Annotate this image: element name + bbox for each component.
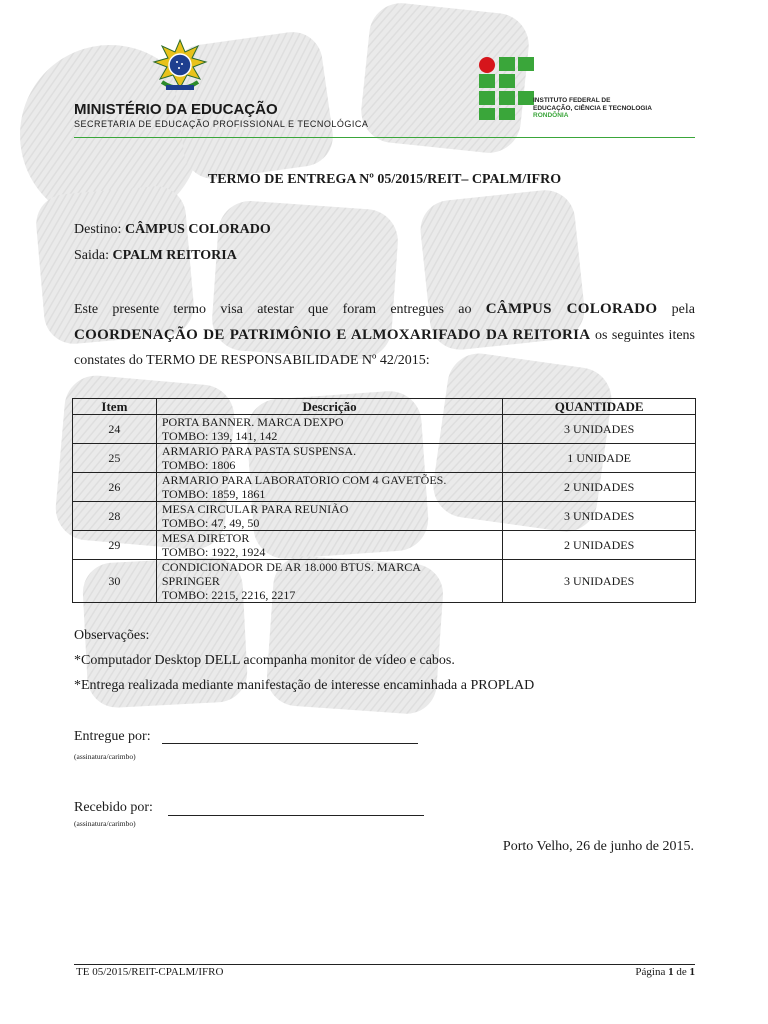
description-text: MESA CIRCULAR PARA REUNIÃO xyxy=(161,502,349,516)
received-by-caption: (assinatura/carimbo) xyxy=(74,819,136,828)
tombo-text: TOMBO: 139, 141, 142 xyxy=(161,429,278,443)
origin-label: Saida: xyxy=(74,248,109,263)
item-number: 25 xyxy=(73,444,157,473)
observation-2: *Entrega realizada mediante manifestação de interesse encaminhada a PROPLAD xyxy=(74,678,535,693)
ifro-logo-icon xyxy=(477,55,537,121)
tombo-text: TOMBO: 1859, 1861 xyxy=(161,487,266,501)
description-text-continued: SPRINGER xyxy=(161,574,220,588)
item-quantity: 2 UNIDADES xyxy=(503,531,696,560)
page-total: 1 xyxy=(689,966,695,978)
intro-text-1: Este presente termo visa atestar que foram entregues ao xyxy=(74,302,472,317)
ministry-secretariat: SECRETARIA DE EDUCAÇÃO PROFISSIONAL E TECNOLÓGICA xyxy=(74,119,369,129)
item-quantity: 3 UNIDADES xyxy=(503,502,696,531)
intro-coordination: COORDENAÇÃO DE PATRIMÔNIO E ALMOXARIFADO DA REITORIA xyxy=(74,326,591,343)
item-number: 28 xyxy=(73,502,157,531)
item-description xyxy=(156,502,502,531)
footer-divider xyxy=(74,964,695,965)
page-current: 1 xyxy=(668,966,674,978)
received-by-signature-line xyxy=(168,815,424,816)
observations-label: Observações: xyxy=(74,628,150,643)
item-description xyxy=(156,531,502,560)
ifro-line-1: INSTITUTO FEDERAL DE xyxy=(533,97,611,104)
header-item: Item xyxy=(73,399,157,415)
page-of: de xyxy=(676,966,687,978)
item-description xyxy=(156,415,502,444)
table-row xyxy=(73,473,696,502)
intro-text-3: os seguintes itens constates do xyxy=(74,327,695,368)
header-description: Descrição xyxy=(156,399,502,415)
description-text: MESA DIRETOR xyxy=(161,531,250,545)
tombo-text: TOMBO: 1922, 1924 xyxy=(161,545,266,559)
observation-1: *Computador Desktop DELL acompanha monitor de vídeo e cabos. xyxy=(74,653,455,668)
tombo-text: TOMBO: 2215, 2216, 2217 xyxy=(161,588,296,602)
item-description xyxy=(156,560,502,603)
origin-line xyxy=(74,248,237,264)
destination-label: Destino: xyxy=(74,222,122,237)
item-number: 29 xyxy=(73,531,157,560)
table-header-row xyxy=(73,399,696,415)
item-number: 26 xyxy=(73,473,157,502)
delivered-by-label: Entregue por: xyxy=(74,729,151,744)
footer-page-number xyxy=(635,966,695,978)
item-description xyxy=(156,444,502,473)
item-quantity: 2 UNIDADES xyxy=(503,473,696,502)
table-row xyxy=(73,560,696,603)
item-quantity: 1 UNIDADE xyxy=(503,444,696,473)
table-row xyxy=(73,415,696,444)
items-table xyxy=(72,398,696,603)
destination-value: CÂMPUS COLORADO xyxy=(124,222,271,237)
item-quantity: 3 UNIDADES xyxy=(503,415,696,444)
intro-text-2: pela xyxy=(671,302,695,317)
ifro-line-3: RONDÔNIA xyxy=(533,112,569,119)
page-word: Página xyxy=(635,966,666,978)
ministry-name: MINISTÉRIO DA EDUCAÇÃO xyxy=(74,101,278,118)
table-row xyxy=(73,531,696,560)
origin-value: CPALM REITORIA xyxy=(112,248,237,263)
item-number: 24 xyxy=(73,415,157,444)
tombo-text: TOMBO: 1806 xyxy=(161,458,236,472)
brazil-coat-of-arms-icon xyxy=(150,38,210,96)
ifro-line-2: EDUCAÇÃO, CIÊNCIA E TECNOLOGIA xyxy=(533,104,652,112)
intro-paragraph xyxy=(74,297,695,374)
description-text: CONDICIONADOR DE AR 18.000 BTUS. MARCA xyxy=(161,560,421,574)
footer-reference: TE 05/2015/REIT-CPALM/IFRO xyxy=(76,966,224,978)
description-text: PORTA BANNER. MARCA DEXPO xyxy=(161,415,344,429)
ifro-institute-name xyxy=(533,97,652,120)
description-text: ARMARIO PARA PASTA SUSPENSA. xyxy=(161,444,357,458)
intro-campus: CÂMPUS COLORADO xyxy=(485,301,658,317)
destination-line xyxy=(74,222,271,238)
item-number: 30 xyxy=(73,560,157,603)
place-and-date: Porto Velho, 26 de junho de 2015. xyxy=(502,839,694,854)
document-title: TERMO DE ENTREGA Nº 05/2015/REIT– CPALM/IFRO xyxy=(207,172,562,187)
table-row xyxy=(73,502,696,531)
delivered-by-signature-line xyxy=(162,743,418,744)
table-row xyxy=(73,444,696,473)
received-by-label: Recebido por: xyxy=(74,800,153,815)
header-quantity: QUANTIDADE xyxy=(503,399,696,415)
delivered-by-caption: (assinatura/carimbo) xyxy=(74,752,136,761)
description-text: ARMARIO PARA LABORATORIO COM 4 GAVETÕES. xyxy=(161,473,447,487)
intro-termo: TERMO DE RESPONSABILIDADE Nº 42/2015: xyxy=(146,353,430,368)
header-divider xyxy=(74,137,695,138)
item-quantity: 3 UNIDADES xyxy=(503,560,696,603)
item-description xyxy=(156,473,502,502)
tombo-text: TOMBO: 47, 49, 50 xyxy=(161,516,260,530)
